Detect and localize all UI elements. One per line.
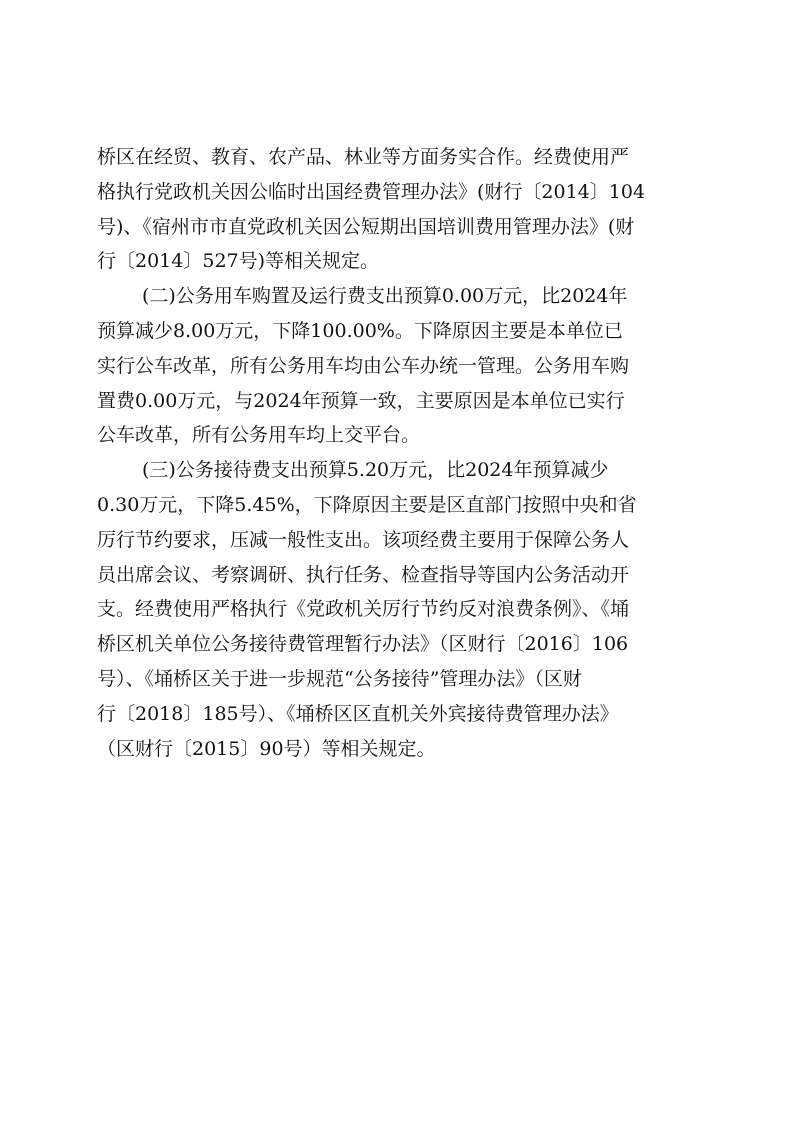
paragraph-3-line-5: 支。经费使用严格执行《党政机关厉行节约反对浪费条例》、《埇	[97, 598, 630, 621]
paragraph-3-line-8: 行〔2018〕185号）、《埇桥区区直机关外宾接待费管理办法》	[97, 702, 619, 725]
paragraph-2-line-2: 预算减少8.00万元，下降100.00%。下降原因主要是本单位已	[97, 319, 623, 342]
paragraph-3-line-4: 员出席会议、考察调研、执行任务、检查指导等国内公务活动开	[97, 563, 630, 586]
paragraph-3-line-2: 0.30万元，下降5.45%，下降原因主要是区直部门按照中央和省	[97, 493, 637, 516]
paragraph-2-line-1: (二)公务用车购置及运行费支出预算0.00万元，比2024年	[142, 285, 628, 308]
paragraph-1-line-3: 号)、《宿州市市直党政机关因公短期出国培训费用管理办法》(财	[97, 215, 635, 238]
paragraph-3-line-1: (三)公务接待费支出预算5.20万元，比2024年预算减少	[142, 459, 609, 482]
paragraph-2-line-5: 公车改革，所有公务用车均上交平台。	[97, 424, 421, 447]
paragraph-1-line-4: 行〔2014〕527号)等相关规定。	[97, 250, 380, 273]
paragraph-2-line-4: 置费0.00万元，与2024年预算一致，主要原因是本单位已实行	[97, 389, 625, 412]
paragraph-1-line-2: 格执行党政机关因公临时出国经费管理办法》(财行〔2014〕104	[97, 180, 646, 203]
paragraph-3-line-9: （区财行〔2015〕90号）等相关规定。	[97, 737, 436, 760]
document-body	[97, 140, 697, 766]
paragraph-1-line-1: 桥区在经贸、教育、农产品、林业等方面务实合作。经费使用严	[97, 146, 630, 168]
paragraph-3-line-3: 厉行节约要求，压减一般性支出。该项经费主要用于保障公务人	[97, 528, 630, 551]
paragraph-2-line-3: 实行公车改革，所有公务用车均由公车办统一管理。公务用车购	[97, 354, 630, 377]
paragraph-3-line-6: 桥区机关单位公务接待费管理暂行办法》（区财行〔2016〕106	[97, 633, 629, 656]
paragraph-3-line-7: 号）、《埇桥区关于进一步规范“公务接待”管理办法》（区财	[97, 667, 582, 690]
